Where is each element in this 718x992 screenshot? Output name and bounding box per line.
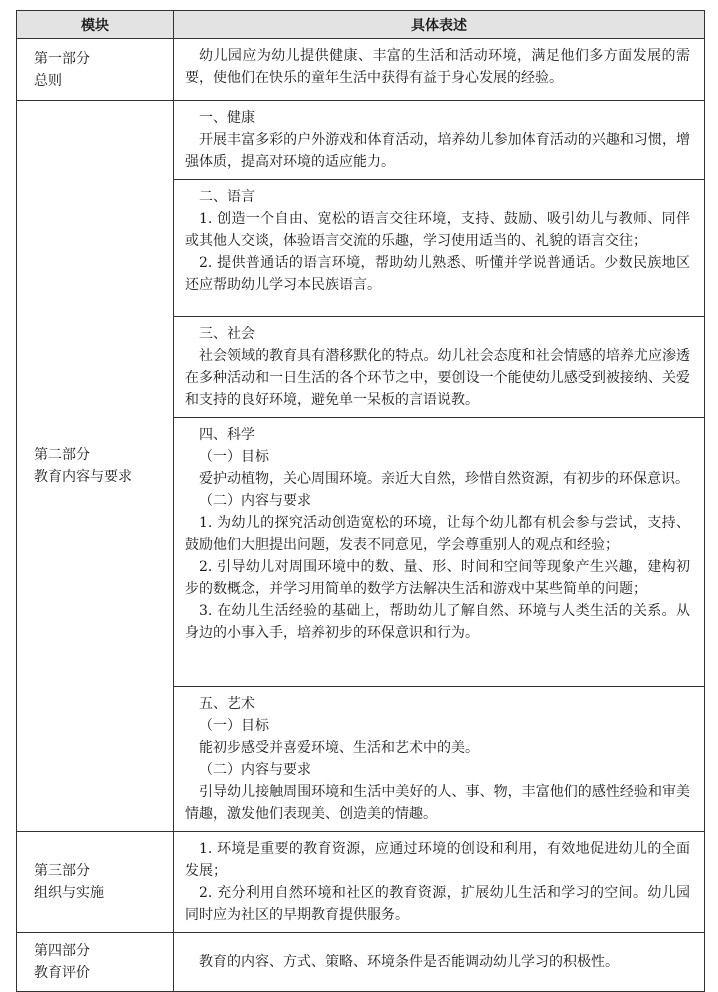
paragraph: 爱护动植物，关心周围环境。亲近大自然，珍惜自然资源，有初步的环保意识。 [199, 471, 689, 487]
section-title: 五、艺术 [199, 696, 255, 712]
module-title: 教育评价 [34, 965, 90, 981]
paragraph: 能初步感受并喜爱环境、生活和艺术中的美。 [199, 740, 479, 756]
header-module: 模块 [17, 11, 174, 39]
section-title: 四、科学 [199, 427, 255, 443]
subsection-title: （二）内容与要求 [199, 762, 311, 778]
table-row-part2-health [17, 101, 705, 180]
description-cell-health [174, 101, 705, 180]
module-cell-part1 [17, 39, 174, 101]
description-cell-society [174, 317, 705, 418]
subsection-title: （二）内容与要求 [199, 493, 311, 509]
description-cell-language [174, 180, 705, 317]
module-title: 教育内容与要求 [34, 469, 132, 485]
paragraph: 教育的内容、方式、策略、环境条件是否能调动幼儿学习的积极性。 [199, 954, 619, 970]
module-cell-part3 [17, 832, 174, 933]
paragraph: 1. 为幼儿的探究活动创造宽松的环境，让每个幼儿都有机会参与尝试，支持、鼓励他们大胆提出问题，发表不同意见，学会尊重别人的观点和经验； [185, 515, 690, 553]
subsection-title: （一）目标 [199, 718, 269, 734]
table-row-part1 [17, 39, 705, 101]
table-row-part4 [17, 933, 705, 992]
paragraph: 3. 在幼儿生活经验的基础上，帮助幼儿了解自然、环境与人类生活的关系。从身边的小事入手，培养初步的环保意识和行为。 [185, 603, 690, 641]
module-cell-part4 [17, 933, 174, 992]
description-cell-art [174, 687, 705, 832]
header-description: 具体表述 [174, 11, 705, 39]
section-title: 三、社会 [199, 326, 255, 342]
module-number: 第三部分 [34, 863, 90, 879]
module-cell-part2 [17, 101, 174, 832]
description-cell-part4 [174, 933, 705, 992]
paragraph: 开展丰富多彩的户外游戏和体育活动，培养幼儿参加体育活动的兴趣和习惯，增强体质，提高对环境的适应能力。 [185, 132, 690, 170]
paragraph: 幼儿园应为幼儿提供健康、丰富的生活和活动环境，满足他们多方面发展的需要，使他们在快乐的童年生活中获得有益于身心发展的经验。 [185, 48, 690, 86]
module-number: 第四部分 [34, 943, 90, 959]
module-number: 第一部分 [34, 50, 90, 67]
module-number: 第二部分 [34, 447, 90, 463]
description-cell-part1 [174, 39, 705, 101]
paragraph: 1. 创造一个自由、宽松的语言交往环境，支持、鼓励、吸引幼儿与教师、同伴或其他人交谈，体验语言交流的乐趣，学习使用适当的、礼貌的语言交往； [185, 211, 690, 249]
paragraph: 2. 充分利用自然环境和社区的教育资源，扩展幼儿生活和学习的空间。幼儿园同时应为社区的早期教育提供服务。 [185, 885, 690, 923]
table-row-part3 [17, 832, 705, 933]
paragraph: 社会领域的教育具有潜移默化的特点。幼儿社会态度和社会情感的培养尤应渗透在多种活动和一日生活的各个环节之中，要创设一个能使幼儿感受到被接纳、关爱和支持的良好环境，避免单一呆板的言语说教。 [185, 348, 690, 408]
paragraph: 引导幼儿接触周围环境和生活中美好的人、事、物，丰富他们的感性经验和审美情趣，激发他们表现美、创造美的情趣。 [185, 784, 690, 822]
header-row [17, 11, 705, 39]
description-cell-science [174, 418, 705, 687]
content-table [16, 10, 705, 992]
paragraph: 2. 引导幼儿对周围环境中的数、量、形、时间和空间等现象产生兴趣，建构初步的数概念，并学习用简单的数学方法解决生活和游戏中某些简单的问题； [185, 559, 690, 597]
module-title: 组织与实施 [34, 885, 104, 901]
paragraph: 1. 环境是重要的教育资源，应通过环境的创设和利用，有效地促进幼儿的全面发展； [185, 841, 690, 879]
module-title: 总则 [34, 72, 62, 89]
subsection-title: （一）目标 [199, 449, 269, 465]
section-title: 二、语言 [199, 189, 255, 205]
paragraph: 2. 提供普通话的语言环境，帮助幼儿熟悉、听懂并学说普通话。少数民族地区还应帮助幼儿学习本民族语言。 [185, 255, 690, 293]
section-title: 一、健康 [199, 110, 255, 126]
description-cell-part3 [174, 832, 705, 933]
